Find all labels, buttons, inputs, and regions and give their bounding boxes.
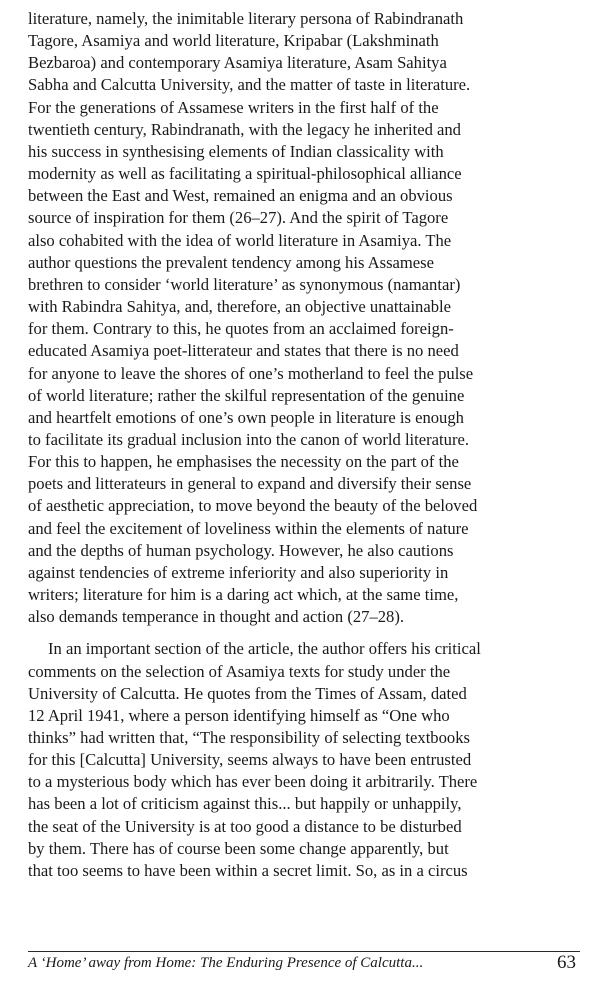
paragraph-spacer [28,628,578,638]
body-text [28,8,578,882]
running-footer-title: A ‘Home’ away from Home: The Enduring Presence of Calcutta... [28,955,424,971]
page-number: 63 [557,952,576,973]
paragraph-tagore-world-literature: literature, namely, the inimitable literary persona of Rabindranath Tagore, Asamiya and world literature, Kripabar (Lakshminath Bezbaroa) and contemporary Asamiya literature, Asam Sahitya Sabha and Calcutta University, and the matter of taste in literature. For the generations of Assamese writers in the first half of the twentieth century, Rabindranath, with the legacy he inherited and his success in synthesising elements of Indian classicality with modernity as well as facilitating a spiritual-philosophical alliance between the East and West, remained an enigma and an obvious source of inspiration for them (26–27). And the spirit of Tagore also cohabited with the idea of world literature in Asamiya. The author questions the prevalent tendency among his Assamese brethren to consider ‘world literature’ as synonymous (namantar) with Rabindra Sahitya, and, therefore, an objective unattainable for them. Contrary to this, he quotes from an acclaimed foreign- educated Asamiya poet-litterateur and states that there is no need for anyone to leave the shores of one’s motherland to feel the pulse of world literature; rather the skilful representation of the genuine and heartfelt emotions of one’s own people in literature is enough to facilitate its gradual inclusion into the canon of world literature. For this to happen, he emphasises the necessity on the part of the poets and litterateurs in general to expand and diversify their sense of aesthetic appreciation, to move beyond the beauty of the beloved and feel the excitement of loveliness within the elements of nature and the depths of human psychology. However, he also cautions against tendencies of extreme inferiority and also superiority in writers; literature for him is a daring act which, at the same time, also demands temperance in thought and action (27–28). [28,9,478,627]
paragraph-calcutta-university: In an important section of the article, the author offers his critical comments on the selection of Asamiya texts for study under the University of Calcutta. He quotes from the Times of Assam, dated 12 April 1941, where a person identifying himself as “One who thinks” had written that, “The responsibility of selecting textbooks for this [Calcutta] University, seems always to have been entrusted to a mysterious body which has ever been doing it arbitrarily. There has been a lot of criticism against this... but happily or unhappily, the seat of the University is at too good a distance to be disturbed by them. There has of course been some change apparently, but that too seems to have been within a secret limit. So, as in a circus [28,639,481,880]
footer-rule [28,951,580,952]
